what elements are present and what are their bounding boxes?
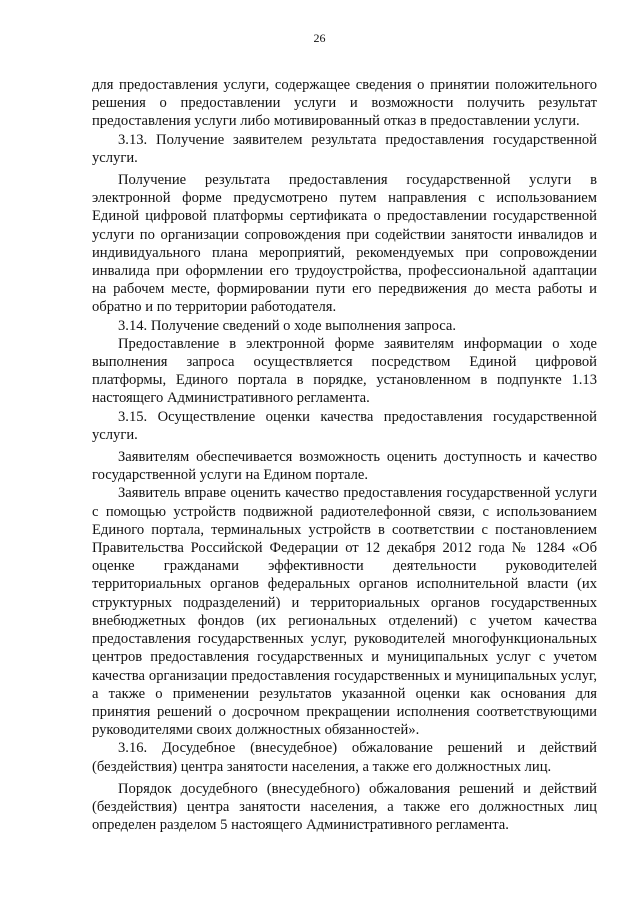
paragraph-continuation: для предоставления услуги, содержащее сведения о принятии положительного решения о предоставлении услуги и возможности получить результат предоставления услуги либо мотивированный отказ в предоставлении услуги.: [92, 77, 597, 130]
paragraph-appeal-procedure: Порядок досудебного (внесудебного) обжалования решений и действий (бездействия) центра занятости населения, а также его должностных лиц определен разделом 5 настоящего Административного регламента.: [92, 780, 597, 834]
paragraph-assessment-methods: Заявитель вправе оценить качество предоставления государственной услуги с помощью устройств подвижной радиотелефонной связи, с использованием Единого портала, терминальных устройств в соответствии с постановлением Правительства Российской Федерации от 12 декабря 2012 года № 1284 «Об оценке гражданами эффективности деятельности руководителей территориальных органов федеральных органов исполнительной власти (их структурных подразделений) и территориальных органов государственных внебюджетных фондов (их региональных отделений) с учетом качества предоставления государственных услуг, руководителей многофункциональных центров предоставления государственных и муниципальных услуг с учетом качества организации предоставления государственных и муниципальных услуг, а также о применении результатов указанной оценки как основания для принятия решений о досрочном прекращении исполнения соответствующими руководителями своих должностных обязанностей».: [92, 485, 597, 739]
section-heading-3-13: 3.13. Получение заявителем результата предоставления государственной услуги.: [92, 131, 597, 166]
paragraph-result-electronic: Получение результата предоставления государственной услуги в электронной форме предусмотрено путем направления с использованием Единой цифровой платформы сертификата о предоставлении государственной услуги по организации сопровождения при содействии занятости инвалидов и индивидуального плана мероприятий, рекомендуемых при сопровождении инвалида при оформлении его трудоустройства, профессиональной адаптации на рабочем месте, формировании пути его передвижения до места работы и обратно и по территории работодателя.: [92, 172, 597, 316]
section-heading-3-16: 3.16. Досудебное (внесудебное) обжалование решений и действий (бездействия) центра занятости населения, а также его должностных лиц.: [92, 740, 597, 775]
section-heading-3-15: 3.15. Осуществление оценки качества предоставления государственной услуги.: [92, 408, 597, 443]
document-body: [92, 76, 597, 834]
paragraph-quality-assessment: Заявителям обеспечивается возможность оценить доступность и качество государственной услуги на Едином портале.: [92, 449, 597, 484]
paragraph-request-status: Предоставление в электронной форме заявителям информации о ходе выполнения запроса осуществляется посредством Единой цифровой платформы, Единого портала в порядке, установленном в подпункте 1.13 настоящего Административного регламента.: [92, 335, 597, 407]
section-heading-3-14: 3.14. Получение сведений о ходе выполнения запроса.: [118, 317, 457, 334]
page-number: 26: [313, 31, 326, 45]
